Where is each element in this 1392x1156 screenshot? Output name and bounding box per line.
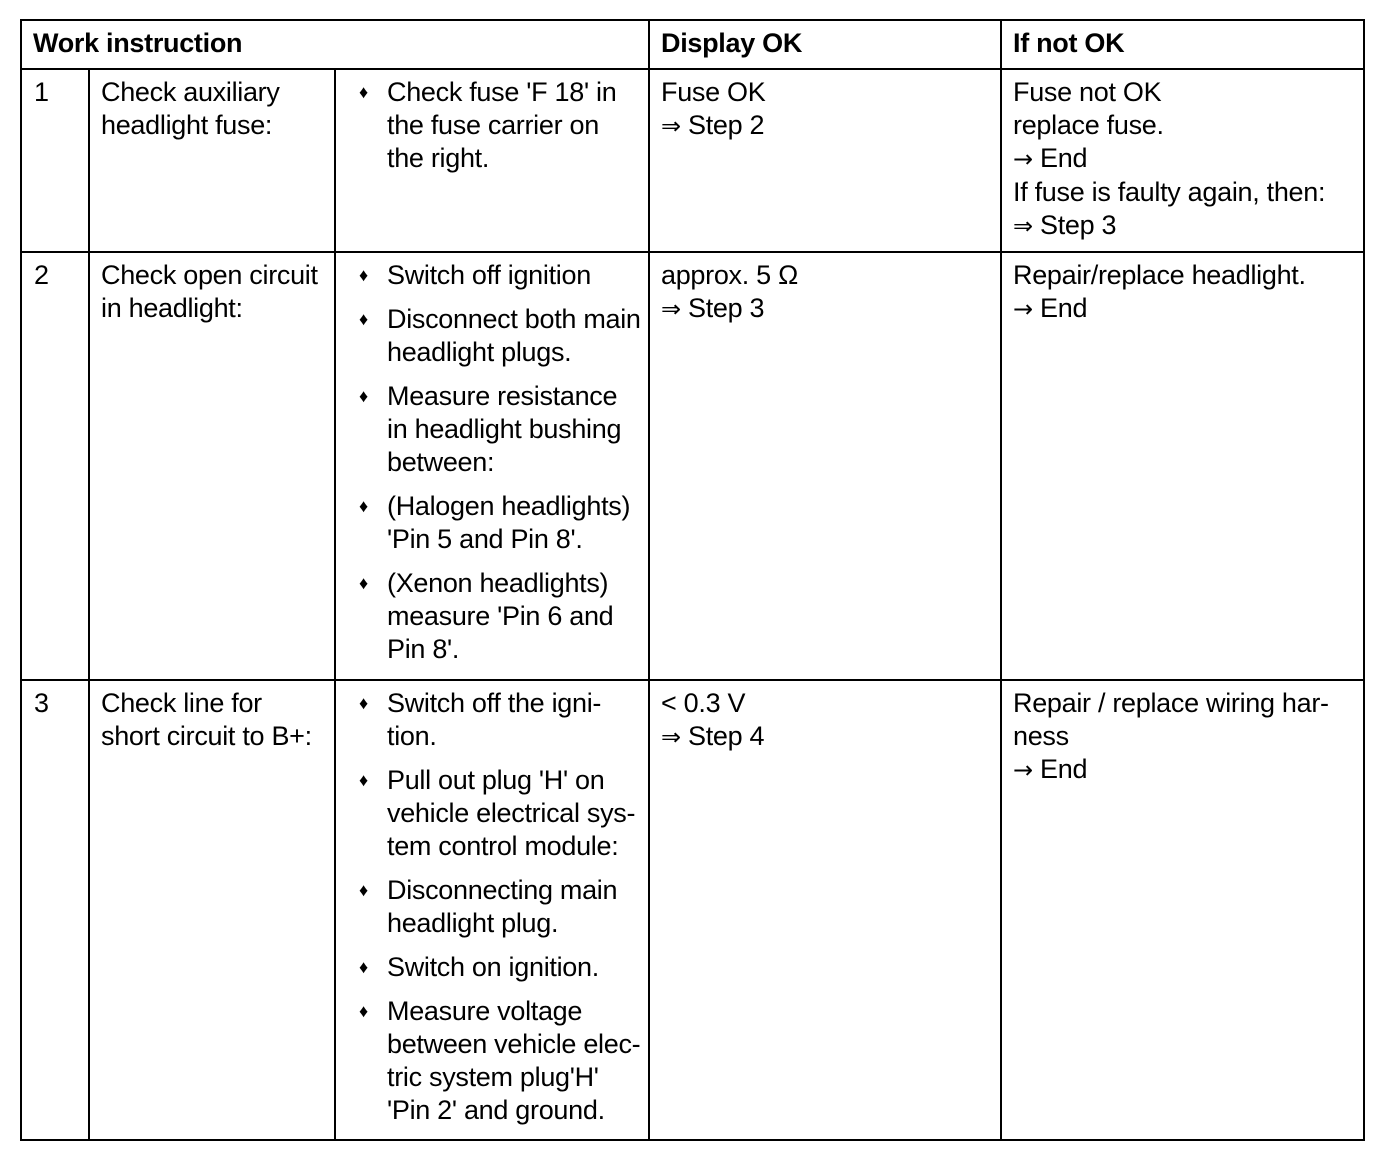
result-text: Fuse OK [661,77,766,107]
step-line: measure 'Pin 6 and [387,601,614,631]
result-line [1013,720,1353,753]
if-not-ok-cell [1001,680,1364,1140]
diamond-bullet-icon: ♦ [359,386,368,406]
result-text: < 0.3 V [661,688,746,718]
result-text: Step 3 [1032,210,1117,240]
check-line: Check auxiliary [101,77,280,107]
step-line: vehicle electrical sys- [387,798,636,828]
step-line: 'Pin 5 and Pin 8'. [387,524,583,554]
list-item [347,76,638,175]
result-text: End [1032,293,1088,323]
result-line [661,292,990,326]
result-line [1013,142,1353,176]
step-line: tric system plug'H' [387,1062,599,1092]
result-line [661,109,990,143]
bullet-list [347,76,638,175]
step-line: Disconnect both main [387,304,641,334]
result-line [1013,687,1353,720]
diamond-bullet-icon: ♦ [359,82,368,102]
step-number: 1 [21,69,89,252]
check-line: Check line for [101,688,262,718]
step-line: Measure voltage [387,996,583,1026]
header-display-ok: Display OK [649,20,1001,69]
step-number: 2 [21,252,89,680]
result-line [661,76,990,109]
result-text: Repair/replace headlight. [1013,260,1306,290]
list-item [347,874,638,940]
procedure-steps [335,680,649,1140]
result-line [1013,292,1353,326]
step-line: Pin 8'. [387,634,460,664]
check-line: short circuit to B+: [101,721,312,751]
display-ok-cell [649,69,1001,252]
step-line: the fuse carrier on [387,110,599,140]
table-row [21,252,1364,680]
result-line [1013,753,1353,787]
if-not-ok-cell [1001,252,1364,680]
double-arrow-icon: ⇒ [661,723,681,751]
list-item [347,259,638,292]
arrow-right-icon: → [1013,756,1033,784]
diamond-bullet-icon: ♦ [359,693,368,713]
double-arrow-icon: ⇒ [661,295,681,323]
double-arrow-icon: ⇒ [1013,212,1033,240]
check-line: Check open circuit [101,260,318,290]
step-line: Measure resistance [387,381,618,411]
list-item [347,567,638,666]
step-line: Switch on ignition. [387,952,599,982]
diamond-bullet-icon: ♦ [359,573,368,593]
table-row [21,69,1364,252]
double-arrow-icon: ⇒ [661,112,681,140]
result-line [661,687,990,720]
result-line [661,720,990,754]
bullet-list [347,259,641,666]
result-text: Step 2 [680,110,765,140]
list-item [347,303,641,369]
result-text: Fuse not OK [1013,77,1162,107]
result-text: approx. 5 Ω [661,260,798,290]
step-line: tion. [387,721,437,751]
step-line: (Xenon headlights) [387,568,609,598]
step-line: between vehicle elec- [387,1029,641,1059]
diamond-bullet-icon: ♦ [359,1001,368,1021]
step-line: (Halogen headlights) [387,491,631,521]
result-text: Step 4 [680,721,765,751]
list-item [347,380,638,479]
diamond-bullet-icon: ♦ [359,770,368,790]
check-description [89,680,335,1140]
step-line: Check fuse 'F 18' in [387,77,617,107]
header-work-instruction: Work instruction [21,20,649,69]
procedure-steps [335,69,649,252]
diamond-bullet-icon: ♦ [359,265,368,285]
step-line: Switch off the igni- [387,688,602,718]
bullet-list [347,687,641,1127]
check-line: headlight fuse: [101,110,273,140]
step-line: headlight plug. [387,908,559,938]
display-ok-cell [649,680,1001,1140]
diamond-bullet-icon: ♦ [359,957,368,977]
result-line [661,259,990,292]
diamond-bullet-icon: ♦ [359,880,368,900]
result-line [1013,109,1353,142]
result-text: End [1032,143,1088,173]
list-item [347,995,641,1127]
result-text: Repair / replace wiring har- [1013,688,1329,718]
result-text: replace fuse. [1013,110,1164,140]
result-text: ness [1013,721,1069,751]
list-item [347,764,638,863]
work-instruction-table [20,19,1365,1141]
step-line: Pull out plug 'H' on [387,765,605,795]
step-line: the right. [387,143,490,173]
header-row [21,20,1364,69]
step-line: between: [387,447,495,477]
check-description [89,69,335,252]
result-text: End [1032,754,1088,784]
arrow-right-icon: → [1013,145,1033,173]
result-line [1013,76,1353,109]
result-text: If fuse is faulty again, then: [1013,177,1326,207]
step-line: Switch off ignition [387,260,591,290]
step-line: Disconnecting main [387,875,618,905]
header-if-not-ok: If not OK [1001,20,1364,69]
arrow-right-icon: → [1013,295,1033,323]
step-number: 3 [21,680,89,1140]
step-line: headlight plugs. [387,337,572,367]
step-line: tem control module: [387,831,619,861]
check-line: in headlight: [101,293,243,323]
list-item [347,951,638,984]
diamond-bullet-icon: ♦ [359,496,368,516]
procedure-steps [335,252,649,680]
display-ok-cell [649,252,1001,680]
result-line [1013,209,1353,243]
diamond-bullet-icon: ♦ [359,309,368,329]
result-line [1013,176,1353,209]
result-text: Step 3 [680,293,765,323]
result-line [1013,259,1353,292]
table-row [21,680,1364,1140]
list-item [347,490,638,556]
step-line: in headlight bushing [387,414,622,444]
list-item [347,687,638,753]
step-line: 'Pin 2' and ground. [387,1095,605,1125]
check-description [89,252,335,680]
if-not-ok-cell [1001,69,1364,252]
